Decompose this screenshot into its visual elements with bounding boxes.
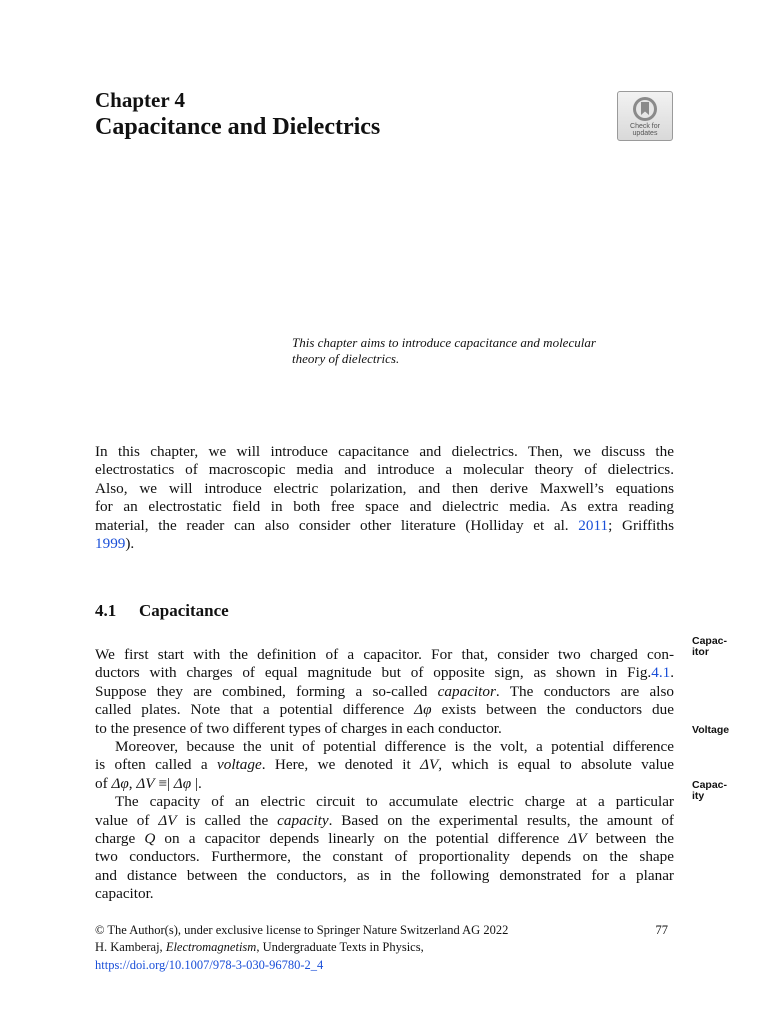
page-footer — [95, 922, 674, 974]
margin-note-voltage: Voltage — [692, 724, 730, 736]
book-title: Electromagnetism — [165, 940, 257, 955]
intro-text: material, the reader can also consider other literature (Holliday et al. — [95, 516, 579, 534]
margin-note-text: Capac- — [692, 779, 728, 791]
series-text: , Undergraduate Texts in Physics, — [256, 940, 424, 955]
check-for-updates-badge[interactable] — [617, 91, 673, 141]
intro-line: Also, we will introduce electric polarization, and then derive Maxwell’s equations — [95, 479, 674, 497]
math-symbol: Δφ — [173, 774, 192, 792]
section-body — [95, 646, 674, 903]
margin-note-capacity — [692, 780, 727, 802]
body-line — [95, 756, 674, 774]
intro-line: In this chapter, we will introduce capacitance and dielectrics. Then, we discuss the — [95, 443, 674, 460]
intro-text: ; Griffiths — [608, 516, 674, 534]
copyright-line: © The Author(s), under exclusive license to Springer Nature Switzerland AG 2022 — [95, 923, 509, 937]
body-line — [95, 830, 674, 848]
chapter-number: Chapter 4 — [95, 88, 186, 112]
body-line — [95, 664, 674, 682]
body-line — [95, 683, 674, 701]
body-text: of — [95, 774, 112, 792]
figure-link[interactable]: 4.1 — [651, 664, 671, 682]
math-symbol: ΔV — [158, 811, 177, 829]
bookmark-icon — [631, 95, 659, 123]
intro-line: for an electrostatic field in both free space and dielectric media. As extra reading — [95, 498, 674, 516]
math-symbol: Q — [144, 829, 156, 847]
body-line — [95, 775, 674, 793]
intro-paragraph — [95, 443, 674, 553]
body-text: charge — [95, 829, 145, 847]
term-emphasis: capacitor — [437, 682, 496, 700]
term-emphasis: voltage — [216, 756, 262, 774]
body-line: We first start with the definition of a capacitor. For that, consider two charged con- — [95, 646, 674, 663]
citation-line — [95, 939, 674, 956]
body-line: two conductors. Furthermore, the constant of proportionality depends on the shape — [95, 848, 674, 866]
math-symbol: ΔV — [568, 829, 587, 847]
body-line: capacitor. — [95, 885, 154, 903]
math-symbol: Δφ — [414, 701, 432, 719]
body-line: to the presence of two different types of charges in each conductor. — [95, 719, 502, 737]
margin-note-capacitor — [692, 636, 727, 658]
citation-link[interactable]: 1999 — [95, 534, 126, 552]
page-number: 77 — [655, 923, 668, 937]
margin-note-text: Capac- — [692, 635, 728, 647]
margin-note-text: itor — [692, 646, 709, 658]
body-line: and distance between the conductors, as in the following demonstrated for a planar — [95, 866, 674, 884]
intro-line: electrostatics of macroscopic media and introduce a molecular theory of dielectrics. — [95, 461, 674, 479]
body-text: . The conductors are also — [495, 682, 674, 700]
section-title: Capacitance — [139, 601, 229, 620]
body-text: ≡| — [154, 774, 174, 792]
body-text: exists between the conductors due — [431, 701, 674, 719]
body-line: The capacity of an electric circuit to accumulate electric charge at a particular — [115, 793, 674, 811]
math-symbol: ΔV — [136, 774, 155, 792]
body-text: on a capacitor depends linearly on the potential difference — [155, 829, 569, 847]
margin-note-text: ity — [692, 790, 705, 802]
body-text: between the — [586, 829, 674, 847]
doi-link[interactable]: https://doi.org/10.1007/978-3-030-96780-2_4 — [95, 957, 324, 972]
math-symbol: ΔV — [420, 756, 439, 774]
section-heading — [95, 600, 229, 622]
body-text: value of — [95, 811, 159, 829]
body-text: , which is equal to absolute value — [438, 756, 674, 774]
body-text: . Here, we denoted it — [261, 756, 421, 774]
abstract-line: This chapter aims to introduce capacitance and molecular — [292, 335, 596, 350]
body-line — [95, 701, 674, 719]
intro-text: ). — [125, 534, 135, 552]
body-text: . Based on the experimental results, the amount of — [328, 811, 674, 829]
term-emphasis: capacity — [277, 811, 329, 829]
body-text: Suppose they are combined, forming a so-called — [95, 682, 438, 700]
body-text: |. — [191, 774, 202, 792]
citation-link[interactable]: 2011 — [578, 516, 609, 534]
chapter-title: Capacitance and Dielectrics — [95, 114, 381, 140]
intro-line — [95, 517, 674, 535]
section-number: 4.1 — [95, 601, 117, 620]
math-symbol: Δφ — [111, 774, 129, 792]
abstract-line: theory of dielectrics. — [292, 351, 400, 366]
intro-line — [95, 535, 674, 553]
author-text: H. Kamberaj, — [95, 940, 166, 955]
body-line: Moreover, because the unit of potential difference is the volt, a potential difference — [115, 737, 674, 755]
chapter-abstract — [292, 335, 652, 367]
badge-label-1: Check for — [630, 123, 660, 130]
body-line — [95, 812, 674, 830]
badge-label-2: updates — [632, 130, 658, 137]
body-text: called plates. Note that a potential difference — [95, 701, 415, 719]
body-text: ductors with charges of equal magnitude but of opposite sign, as shown in Fig. — [95, 664, 652, 682]
body-text: , — [128, 774, 137, 792]
body-text: is called the — [176, 811, 278, 829]
body-text: is often called a — [95, 756, 217, 774]
body-text: . — [670, 664, 674, 682]
